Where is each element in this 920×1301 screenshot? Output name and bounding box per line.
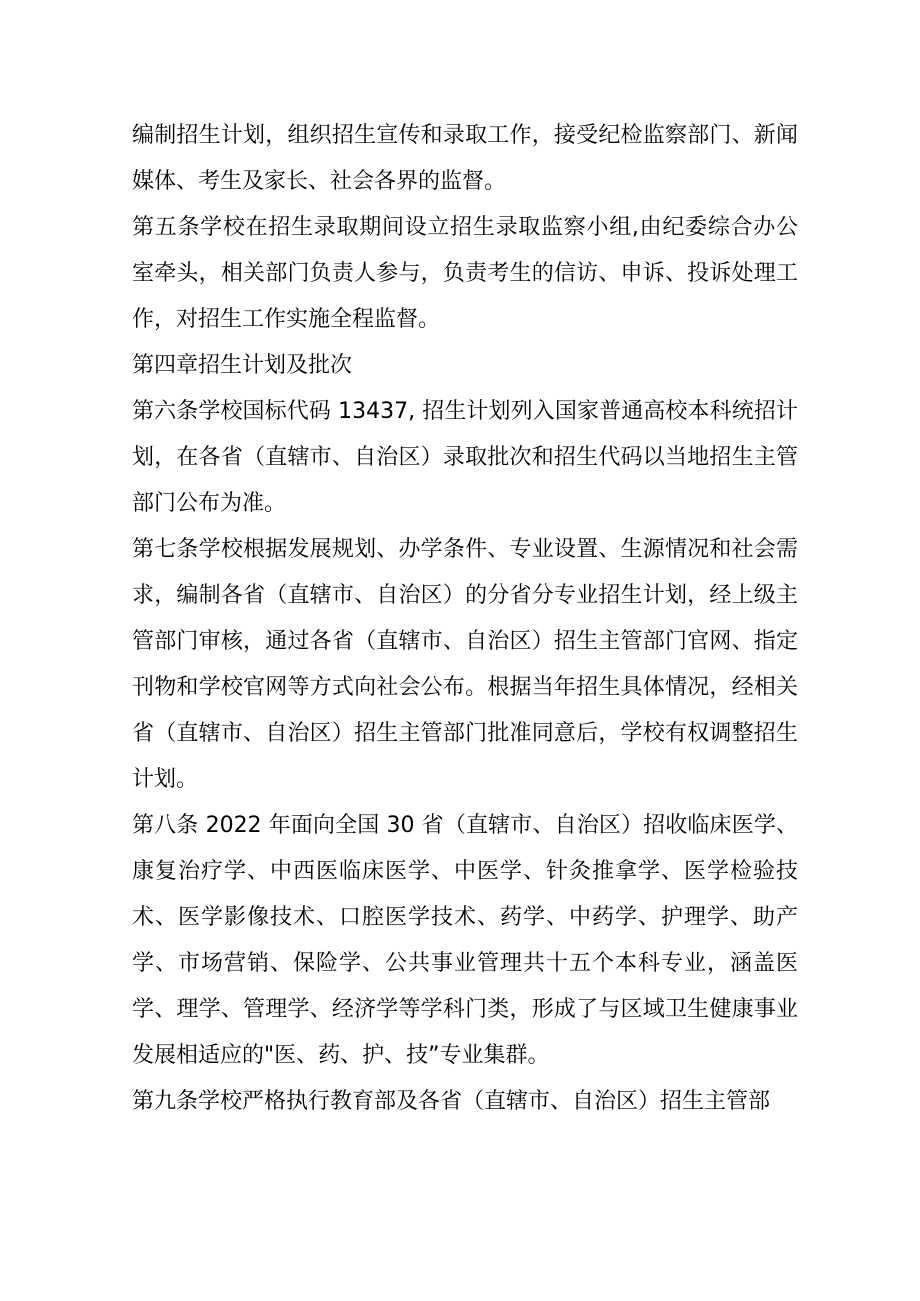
- paragraph-article-9: 第九条学校严格执行教育部及各省（直辖市、自治区）招生主管部: [132, 1089, 771, 1114]
- document-body: [132, 113, 798, 1125]
- paragraph-supervision-continued: 编制招生计划，组织招生宣传和录取工作，接受纪检监察部门、新闻媒体、考生及家长、社会各界的监督。: [132, 123, 798, 194]
- paragraph-article-5: 第五条学校在招生录取期间设立招生录取监察小组,由纪委综合办公室牵头，相关部门负责人参与，负责考生的信访、申诉、投诉处理工作，对招生工作实施全程监督。: [132, 215, 798, 332]
- paragraph-article-7: 第七条学校根据发展规划、办学条件、专业设置、生源情况和社会需求，编制各省（直辖市、自治区）的分省分专业招生计划，经上级主管部门审核，通过各省（直辖市、自治区）招生主管部门官网、指定刊物和学校官网等方式向社会公布。根据当年招生具体情况，经相关省（直辖市、自治区）招生主管部门批准同意后，学校有权调整招生计划。: [132, 537, 798, 792]
- paragraph-article-6: 第六条学校国标代码 13437, 招生计划列入国家普通高校本科统招计划，在各省（直辖市、自治区）录取批次和招生代码以当地招生主管部门公布为准。: [132, 399, 798, 516]
- chapter-heading-4: 第四章招生计划及批次: [132, 353, 353, 378]
- paragraph-article-8: 第八条 2022 年面向全国 30 省（直辖市、自治区）招收临床医学、康复治疗学、中西医临床医学、中医学、针灸推拿学、医学检验技术、医学影像技术、口腔医学技术、药学、中药学、护理学、助产学、市场营销、保险学、公共事业管理共十五个本科专业，涵盖医学、理学、管理学、经济学等学科门类，形成了与区域卫生健康事业发展相适应的"医、药、护、技”专业集群。: [132, 813, 798, 1068]
